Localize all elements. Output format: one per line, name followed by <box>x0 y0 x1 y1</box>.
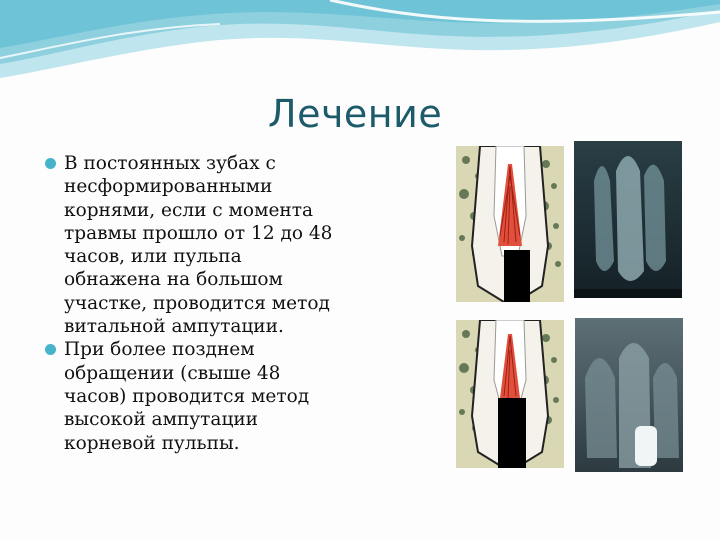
dental-xray-icon <box>574 141 682 298</box>
bullet-icon <box>45 158 56 169</box>
bullet-text: В постоянных зубах с несформированными корнями, если с момента травмы прошло от 12 до 48 часов, или пульпа обнажена на большом участке, проводится метод витальной ампутации. <box>64 153 333 338</box>
tooth-diagram-vital-amputation <box>456 146 564 302</box>
bullet-text: При более позднем обращении (свыше 48 часов) проводится метод высокой ампутации корневой пульпы. <box>64 339 310 454</box>
tooth-diagram-high-amputation <box>456 320 564 468</box>
bullet-item <box>44 152 344 338</box>
xray-incisors-2 <box>575 318 683 472</box>
xray-incisors-1 <box>574 141 682 298</box>
tooth-cross-section-icon <box>456 320 564 468</box>
slide-title: Лечение <box>268 92 443 136</box>
bullet-icon <box>45 344 56 355</box>
dental-xray-icon <box>575 318 683 472</box>
tooth-cross-section-icon <box>456 146 564 302</box>
header-wave-decoration <box>0 0 720 90</box>
bullet-item <box>44 338 344 454</box>
bullet-list <box>44 152 344 455</box>
